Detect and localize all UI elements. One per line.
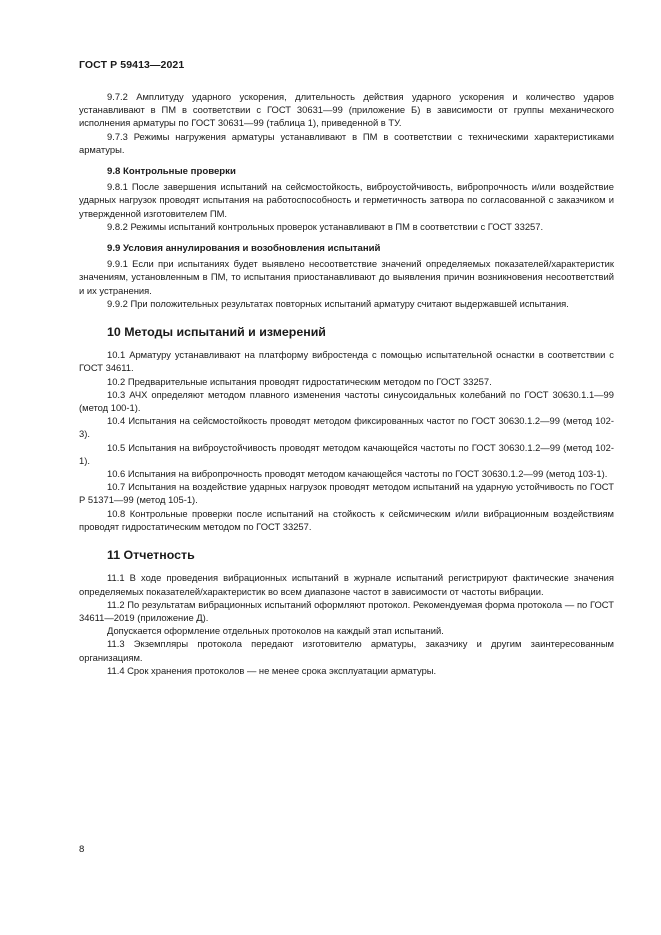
paragraph-10-5: 10.5 Испытания на виброустойчивость проводят методом качающейся частоты по ГОСТ 30630.1.2—99 (метод 102-1). (79, 441, 614, 466)
paragraph-9-9-1: 9.9.1 Если при испытаниях будет выявлено несоответствие значений определяемых показателей/характеристик значениям, установленным в ПМ, то испытания приостанавливают до выявления причин возникновения несоответствий и их устранения. (79, 258, 614, 296)
paragraph-11-2: 11.2 По результатам вибрационных испытаний оформляют протокол. Рекомендуемая форма протокола — по ГОСТ 34611—2019 (приложение Д). (79, 598, 614, 623)
paragraph-9-8-1: 9.8.1 После завершения испытаний на сейсмостойкость, виброустойчивость, вибропрочность и/или воздействие ударных нагрузок проводят испытания на работоспособность и герметичность затвора по согласованной с заказчиком и утвержденной изготовителем ПМ. (79, 181, 614, 219)
paragraph-10-2: 10.2 Предварительные испытания проводят гидростатическим методом по ГОСТ 33257. (107, 375, 492, 387)
subsection-heading-9-9: 9.9 Условия аннулирования и возобновления испытаний (107, 243, 381, 255)
paragraph-10-7: 10.7 Испытания на воздействие ударных нагрузок проводят методом испытаний на ударную устойчивость по ГОСТ Р 51371—99 (метод 105-1). (79, 481, 614, 506)
paragraph-11-4: 11.4 Срок хранения протоколов — не менее срока эксплуатации арматуры. (107, 664, 437, 676)
paragraph-10-3: 10.3 АЧХ определяют методом плавного изменения частоты синусоидальных колебаний по ГОСТ 30630.1.1—99 (метод 100-1). (79, 388, 614, 414)
paragraph-10-6: 10.6 Испытания на вибропрочность проводят методом качающейся частоты по ГОСТ 30630.1.2—99 (метод 103-1). (107, 468, 608, 480)
section-heading-11: 11 Отчетность (107, 548, 195, 563)
paragraph-10-1: 10.1 Арматуру устанавливают на платформу вибростенда с помощью испытательной оснастки в соответствии с ГОСТ 34611. (79, 349, 614, 374)
page-number: 8 (79, 844, 85, 855)
paragraph-9-7-3: 9.7.3 Режимы нагружения арматуры устанавливают в ПМ в соответствии с техническими характеристиками арматуры. (79, 130, 614, 155)
paragraph-11-2-note: Допускается оформление отдельных протоколов на каждый этап испытаний. (107, 625, 444, 637)
document-header: ГОСТ Р 59413—2021 (79, 59, 185, 71)
paragraph-9-9-2: 9.9.2 При положительных результатах повторных испытаний арматуру считают выдержавшей испытания. (107, 297, 569, 309)
subsection-heading-9-8: 9.8 Контрольные проверки (107, 166, 236, 178)
paragraph-9-7-2: 9.7.2 Амплитуду ударного ускорения, длительность действия ударного ускорения и количество ударов устанавливают в ПМ в соответствии с ГОСТ 30631—99 (приложение Б) в зависимости от группы механического исполнения арматуры по ГОСТ 30631—99 (таблица 1), приведенной в ТУ. (79, 91, 614, 129)
paragraph-10-8: 10.8 Контрольные проверки после испытаний на стойкость к сейсмическим и/или вибрационным воздействиям проводят гидростатическим методом по ГОСТ 33257. (79, 507, 614, 532)
paragraph-9-8-2: 9.8.2 Режимы испытаний контрольных проверок устанавливают в ПМ в соответствии с ГОСТ 33257. (107, 220, 544, 232)
paragraph-11-1: 11.1 В ходе проведения вибрационных испытаний в журнале испытаний регистрируют фактические значения определяемых показателей/характеристик во всем диапазоне частот в зависимости от частоты вибрации. (79, 572, 614, 597)
section-heading-10: 10 Методы испытаний и измерений (107, 325, 326, 340)
document-body (79, 90, 614, 677)
paragraph-10-4: 10.4 Испытания на сейсмостойкость проводят методом фиксированных частот по ГОСТ 30630.1.2—99 (метод 102-3). (79, 415, 614, 440)
paragraph-11-3: 11.3 Экземпляры протокола передают изготовителю арматуры, заказчику и другим заинтересованным организациям. (79, 638, 614, 663)
